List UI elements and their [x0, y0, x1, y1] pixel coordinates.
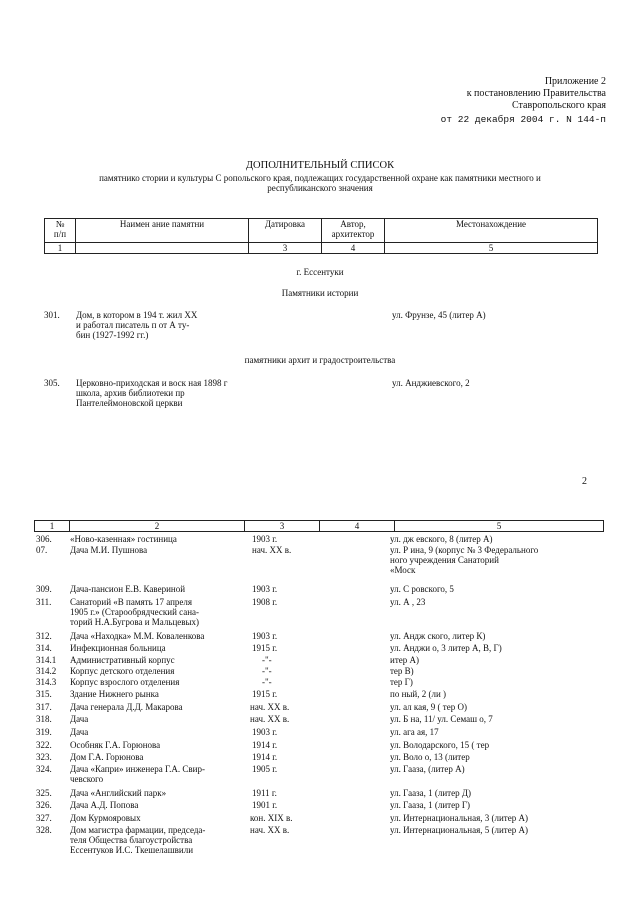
- row-name: Дом магистра фармации, председа-: [70, 825, 206, 835]
- entry-name-line2: школа, архив библиотеки пр: [76, 388, 185, 398]
- row-name: Дача «Английский парк»: [70, 788, 167, 798]
- row-date: 1911 г.: [252, 788, 277, 798]
- entry-address: ул. Фрунзе, 45 (литер А): [392, 310, 486, 320]
- row-date: 1903 г.: [252, 584, 278, 594]
- row-name: Дача А.Д. Попова: [70, 800, 139, 810]
- doc-subtitle-1: памятнико стории и культуры С ропольского края, подлежащих государственной охране как памятники местного и: [99, 173, 541, 183]
- row-date: 1903 г.: [252, 534, 278, 544]
- entry-name-line3: Пантелеймоновской церкви: [76, 398, 183, 408]
- row-name-line2: 1905 г.» (Старообрядческий сана-: [70, 607, 200, 617]
- row-address: ул. Анджи о, 3 литер А, В, Г): [390, 643, 502, 653]
- col-location-header: Местонахождение: [385, 219, 598, 243]
- row-num: 314.3: [36, 677, 57, 687]
- col-author-label: Автор,: [340, 219, 366, 229]
- row-name: «Ново-казенная» гостиница: [70, 534, 177, 544]
- row-num: 324.: [36, 764, 52, 774]
- row-num: 322.: [36, 740, 52, 750]
- table-header-2: [34, 520, 604, 532]
- row-date: 1903 г.: [252, 727, 278, 737]
- row-address: ул. Воло о, 13 (литер: [390, 752, 470, 762]
- col-num-header: [45, 219, 76, 243]
- row-address: ул. А , 23: [390, 597, 426, 607]
- entry-address: ул. Анджиевского, 2: [392, 378, 470, 388]
- row-num: 306.: [36, 534, 52, 544]
- row-name: Дача «Капри» инженера Г.А. Свир-: [70, 764, 205, 774]
- col-date-index: 3: [249, 243, 322, 254]
- row-date: 1901 г.: [252, 800, 278, 810]
- row-address: ул. Б на, 11/ ул. Семаш о, 7: [390, 714, 493, 724]
- row-name: Санаторий «В память 17 апреля: [70, 597, 193, 607]
- row-date: нач. XX в.: [252, 545, 292, 555]
- decree-line: к постановлению Правительства: [466, 88, 606, 99]
- table-header-1: [44, 218, 598, 254]
- col-name-index: [76, 243, 249, 254]
- row-num: 312.: [36, 631, 52, 641]
- t2-col-3: 3: [245, 521, 320, 532]
- row-date: 1905 г.: [252, 764, 278, 774]
- row-num: 314.1: [36, 655, 57, 665]
- appendix-label: Приложение 2: [544, 76, 606, 87]
- row-address-line2: ного учреждения Санаторий: [390, 555, 499, 565]
- row-num: 325.: [36, 788, 52, 798]
- t2-col-4: 4: [320, 521, 395, 532]
- col-num-label: №: [55, 219, 65, 229]
- row-date: 1903 г.: [252, 631, 278, 641]
- row-address: ул. Гааза, 1 (литер Д): [390, 788, 471, 798]
- row-date: -"-: [262, 677, 272, 687]
- col-author-header: [322, 219, 385, 243]
- row-date: -"-: [262, 666, 272, 676]
- row-name: Дача генерала Д.Д. Макарова: [70, 702, 183, 712]
- entry-name: Дом, в котором в 194 т. жил ХХ: [76, 310, 198, 320]
- row-num: 319.: [36, 727, 52, 737]
- row-name: Корпус взрослого отделения: [70, 677, 180, 687]
- row-num: 314.: [36, 643, 52, 653]
- section-architecture: памятники архит и градостроительства: [244, 355, 396, 365]
- row-name-line2: чевского: [70, 774, 104, 784]
- row-address: ул. Гааза, (литер А): [390, 764, 465, 774]
- row-date: -"-: [262, 655, 272, 665]
- col-location-index: 5: [385, 243, 598, 254]
- entry-number: 305.: [44, 378, 60, 388]
- row-date: 1914 г.: [252, 740, 278, 750]
- doc-title: ДОПОЛНИТЕЛЬНЫЙ СПИСОК: [245, 160, 395, 171]
- row-name-line2: теля Общества благоустройства: [70, 835, 193, 845]
- row-name: Дача: [70, 727, 89, 737]
- row-address: ул. С ровского, 5: [390, 584, 454, 594]
- row-address: ул. Андж ского, литер К): [390, 631, 486, 641]
- row-name: Дом Курмояровых: [70, 813, 141, 823]
- row-name: Административный корпус: [70, 655, 175, 665]
- row-name: Особняк Г.А. Горюнова: [70, 740, 161, 750]
- t2-col-1: 1: [35, 521, 70, 532]
- row-num: 318.: [36, 714, 52, 724]
- row-name: Дача: [70, 714, 89, 724]
- row-address: ул. ал кая, 9 ( тер О): [390, 702, 467, 712]
- row-date: 1915 г.: [252, 689, 278, 699]
- col-author-index: 4: [322, 243, 385, 254]
- row-num: 317.: [36, 702, 52, 712]
- row-num: 311.: [36, 597, 52, 607]
- t2-col-2: 2: [70, 521, 245, 532]
- col-date-header: Датировка: [249, 219, 322, 243]
- row-name: Дом Г.А. Горюнова: [70, 752, 144, 762]
- row-num: 309.: [36, 584, 52, 594]
- row-date: нач. XX в.: [250, 825, 290, 835]
- col-author-label-b: архитектор: [331, 229, 375, 239]
- row-name-line3: торий Н.А.Бугрова и Мальцевых): [70, 617, 200, 627]
- page-number: 2: [582, 476, 587, 487]
- entry-name-line2: и работал писатель п от А ту-: [76, 320, 190, 330]
- row-address-line3: «Моск: [390, 565, 416, 575]
- row-num: 328.: [36, 825, 52, 835]
- doc-subtitle-2: республиканского значения: [267, 183, 373, 193]
- col-name-header: Наимен ание памятни: [76, 219, 249, 243]
- row-name: Дача-пансион Е.В. Кавериной: [70, 584, 186, 594]
- decree-date: от 22 декабря 2004 г. N 144-п: [440, 114, 606, 125]
- t2-col-5: 5: [395, 521, 604, 532]
- row-name: Инфекционная больница: [70, 643, 166, 653]
- row-name: Корпус детского отделения: [70, 666, 175, 676]
- row-address: тер Г): [390, 677, 413, 687]
- row-date: нач. XX в.: [250, 702, 290, 712]
- row-num: 315.: [36, 689, 52, 699]
- row-address: ул. дж евского, 8 (литер А): [390, 534, 493, 544]
- row-address: итер А): [390, 655, 419, 665]
- row-name-line3: Ессентуков И.С. Ткешелашвили: [70, 845, 194, 855]
- city-heading: г. Ессентуки: [296, 267, 344, 277]
- row-address: ул. Интернациональная, 3 (литер А): [390, 813, 528, 823]
- row-name: Дача «Находка» М.М. Коваленкова: [70, 631, 205, 641]
- row-address: ул. Володарского, 15 ( тер: [390, 740, 490, 750]
- row-num: 323.: [36, 752, 52, 762]
- entry-name-line3: бин (1927-1992 гг.): [76, 330, 149, 340]
- entry-name: Церковно-приходская и воск ная 1898 г: [76, 378, 228, 388]
- row-num: 327.: [36, 813, 52, 823]
- row-num: 07.: [36, 545, 48, 555]
- col-num-index: 1: [45, 243, 76, 254]
- row-date: 1914 г.: [252, 752, 278, 762]
- row-address: ул. Гааза, 1 (литер Г): [390, 800, 471, 810]
- row-address: ул. Интернациональная, 5 (литер А): [390, 825, 528, 835]
- entry-number: 301.: [44, 310, 60, 320]
- row-address: тер В): [390, 666, 414, 676]
- row-date: 1908 г.: [252, 597, 278, 607]
- row-date: 1915 г.: [252, 643, 278, 653]
- row-date: нач. XX в.: [250, 714, 290, 724]
- row-name: Дача М.И. Пушнова: [70, 545, 148, 555]
- row-date: кон. XIX в.: [250, 813, 293, 823]
- row-num: 326.: [36, 800, 52, 810]
- region-line: Ставропольского края: [512, 100, 606, 111]
- row-address: по ный, 2 (ли ): [390, 689, 447, 699]
- col-num-label-b: п/п: [53, 229, 67, 239]
- section-history: Памятники истории: [281, 288, 359, 298]
- row-num: 314.2: [36, 666, 57, 676]
- row-address: ул. ага ая, 17: [390, 727, 439, 737]
- row-name: Здание Нижнего рынка: [70, 689, 159, 699]
- row-address: ул. Р ина, 9 (корпус № 3 Федерального: [390, 545, 539, 555]
